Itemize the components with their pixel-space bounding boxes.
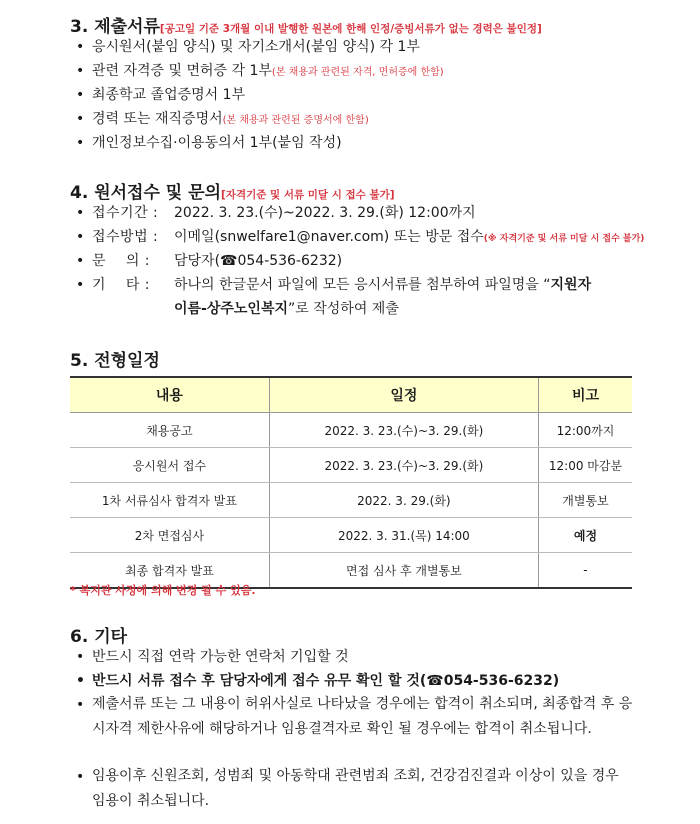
column-header: 비고 <box>538 377 632 413</box>
bullet-icon: • <box>76 649 85 665</box>
list-item <box>76 250 342 272</box>
list-item <box>76 274 591 296</box>
list-item-note: (본 채용과 관련된 증명서에 한함) <box>222 115 369 126</box>
bullet-icon: • <box>76 769 85 785</box>
table-cell: 채용공고 <box>70 413 269 448</box>
table-cell: 면접 심사 후 개별통보 <box>269 553 538 589</box>
schedule-table <box>70 376 632 589</box>
section-3-heading <box>70 12 542 37</box>
bullet-icon: • <box>76 253 85 269</box>
section-5-title: 5. 전형일정 <box>70 351 160 371</box>
list-item <box>76 226 644 250</box>
table-row <box>70 483 632 518</box>
bullet-icon: • <box>76 39 85 55</box>
column-header: 내용 <box>70 377 269 413</box>
bullet-marker <box>76 766 92 788</box>
list-item-text: 관련 자격증 및 면허증 각 1부 <box>92 63 272 79</box>
etc-label: 기 타 : <box>92 277 151 293</box>
contact-value: 담당자(☎054-536-6232) <box>174 253 343 269</box>
list-item-text: 응시원서(붙임 양식) 및 자기소개서(붙임 양식) 각 1부 <box>92 39 420 55</box>
method-label: 접수방법 : <box>92 229 159 245</box>
table-cell: 2022. 3. 31.(목) 14:00 <box>269 518 538 553</box>
section-3-note: [공고일 기준 3개월 이내 발행한 원본에 한해 인정/증빙서류가 없는 경력은 불인정] <box>159 23 542 35</box>
bullet-icon: • <box>76 135 85 151</box>
column-header: 일정 <box>269 377 538 413</box>
period-label: 접수기간 : <box>92 205 159 221</box>
section-4-title: 4. 원서접수 및 문의 <box>70 183 221 203</box>
table-cell: - <box>538 553 632 589</box>
bullet-icon: • <box>76 229 85 245</box>
etc-bold: 지원자 <box>550 277 592 293</box>
section-6-title: 6. 기타 <box>70 627 128 647</box>
bullet-icon: • <box>76 87 85 103</box>
section-3-title: 3. 제출서류 <box>70 17 160 37</box>
list-item <box>76 132 342 154</box>
bullet-icon: • <box>76 697 85 713</box>
list-item-text: 제출서류 또는 그 내용이 허위사실로 나타났을 경우에는 합격이 취소되며, 최종합격 후 응시자격 제한사유에 해당하거나 임용결격자로 확인 될 경우에는 합격이 취소됩니다. <box>92 696 633 737</box>
bullet-icon: • <box>76 277 85 293</box>
table-cell: 예정 <box>538 518 632 553</box>
list-item <box>76 84 245 106</box>
table-row <box>70 518 632 553</box>
list-item <box>76 202 476 224</box>
list-item-text: 반드시 서류 접수 후 담당자에게 접수 유무 확인 할 것(☎054-536-6232) <box>92 673 560 689</box>
etc-continuation <box>174 298 399 320</box>
etc-value: 하나의 한글문서 파일에 모든 응시서류를 첨부하여 파일명을 “ <box>174 277 551 293</box>
bullet-icon: • <box>76 673 85 689</box>
list-item-text: 반드시 직접 연락 가능한 연락처 기입할 것 <box>92 649 349 665</box>
section-4-note: [자격기준 및 서류 미달 시 접수 불가] <box>221 189 395 201</box>
table-row <box>70 413 632 448</box>
table-cell: 응시원서 접수 <box>70 448 269 483</box>
period-value: 2022. 3. 23.(수)~2022. 3. 29.(화) 12:00까지 <box>174 205 476 221</box>
list-item-text: 임용이후 신원조회, 성범죄 및 아동학대 관련범죄 조회, 건강검진결과 이상이 있을 경우 임용이 취소됩니다. <box>92 768 619 809</box>
list-item <box>76 670 559 692</box>
list-item-note: (본 채용과 관련된 자격, 면허증에 한함) <box>271 67 444 78</box>
bullet-icon: • <box>76 205 85 221</box>
list-item <box>76 36 420 58</box>
method-value: 이메일(snwelfare1@naver.com) 또는 방문 접수 <box>174 229 484 245</box>
table-cell: 2022. 3. 23.(수)~3. 29.(화) <box>269 448 538 483</box>
schedule-footnote: * 복지관 사정에 의해 변경 될 수 있음. <box>70 584 256 597</box>
table-header-row <box>70 377 632 413</box>
list-item-text: 최종학교 졸업증명서 1부 <box>92 87 246 103</box>
table-cell: 2차 면접심사 <box>70 518 269 553</box>
table-cell: 12:00까지 <box>538 413 632 448</box>
table-cell: 12:00 마감분 <box>538 448 632 483</box>
table-cell: 개별통보 <box>538 483 632 518</box>
etc-bold: 이름-상주노인복지 <box>174 301 289 317</box>
list-item-text: 경력 또는 재직증명서 <box>92 111 223 127</box>
list-item-text: 개인정보수집·이용동의서 1부(붙임 작성) <box>92 135 342 151</box>
table-cell: 2022. 3. 23.(수)~3. 29.(화) <box>269 413 538 448</box>
list-item <box>76 646 349 668</box>
table-cell: 1차 서류심사 합격자 발표 <box>70 483 269 518</box>
contact-label: 문 의 : <box>92 253 151 269</box>
table-cell: 최종 합격자 발표 <box>70 553 269 589</box>
etc-value: ”로 작성하여 제출 <box>288 301 399 317</box>
method-note: (※ 자격기준 및 서류 미달 시 접수 불가) <box>483 234 645 244</box>
bullet-icon: • <box>76 63 85 79</box>
list-item <box>76 60 444 84</box>
table-cell: 2022. 3. 29.(화) <box>269 483 538 518</box>
table-row <box>70 448 632 483</box>
bullet-icon: • <box>76 111 85 127</box>
list-item <box>76 108 369 132</box>
bullet-marker <box>76 694 92 716</box>
section-4-heading <box>70 178 395 203</box>
